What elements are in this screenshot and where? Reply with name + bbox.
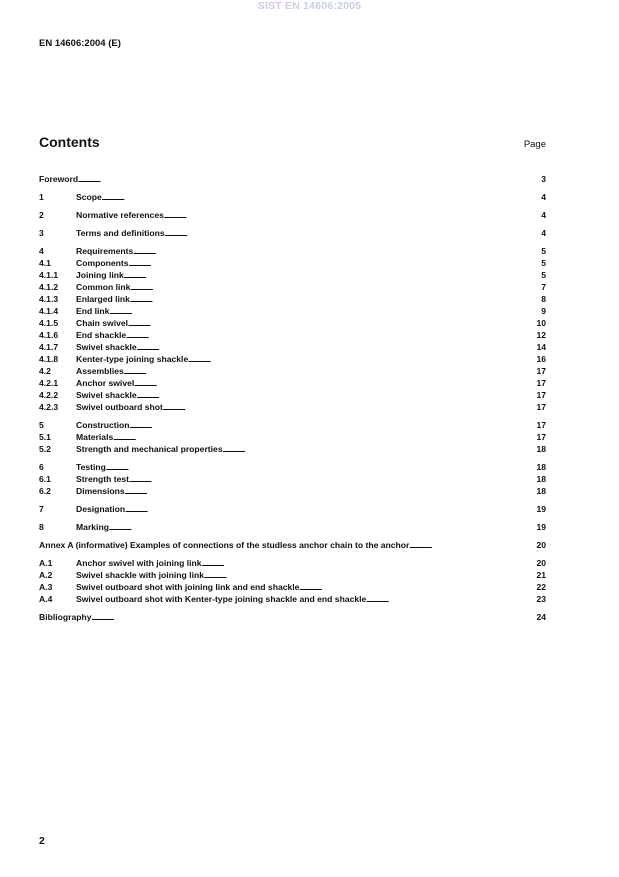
toc-entry-title: Chain swivel bbox=[76, 318, 129, 328]
toc-entry-number: 4.2 bbox=[39, 366, 51, 376]
toc-entry-title: Anchor swivel bbox=[76, 378, 135, 388]
toc-entry-title: End link bbox=[76, 306, 110, 316]
toc-entry-page: 24 bbox=[536, 612, 546, 622]
toc-entry-title: Swivel outboard shot with Kenter-type joining shackle and end shackle bbox=[76, 594, 367, 604]
toc-entry-number: 4 bbox=[39, 246, 44, 256]
toc-entry[interactable] bbox=[39, 173, 546, 185]
toc-entry-number: 4.1.7 bbox=[39, 342, 59, 352]
toc-entry-number: 4.2.2 bbox=[39, 390, 59, 400]
toc-entry[interactable] bbox=[39, 581, 546, 593]
toc-entry-title: Swivel shackle bbox=[76, 342, 137, 352]
toc-entry-page: 16 bbox=[536, 354, 546, 364]
toc-entry-title: Strength test bbox=[76, 474, 129, 484]
toc-entry-page: 23 bbox=[536, 594, 546, 604]
toc-entry-number: 5.1 bbox=[39, 432, 51, 442]
toc-entry-page: 17 bbox=[536, 378, 546, 388]
toc-entry-number: 8 bbox=[39, 522, 44, 532]
toc-entry[interactable] bbox=[39, 611, 546, 623]
toc-dot-leader bbox=[164, 209, 541, 223]
toc-entry-number: 4.1.8 bbox=[39, 354, 59, 364]
toc-entry-page: 17 bbox=[536, 366, 546, 376]
toc-entry[interactable] bbox=[39, 377, 546, 389]
toc-entry[interactable] bbox=[39, 341, 546, 353]
toc-dot-leader bbox=[165, 227, 542, 241]
toc-entry-title: Marking bbox=[76, 522, 109, 532]
toc-entry-page: 5 bbox=[541, 270, 546, 280]
toc-entry-number: 4.1.5 bbox=[39, 318, 59, 328]
toc-entry[interactable] bbox=[39, 473, 546, 485]
toc-entry-page: 8 bbox=[541, 294, 546, 304]
toc-entry-page: 19 bbox=[536, 522, 546, 532]
toc-entry-number: 5 bbox=[39, 420, 44, 430]
toc-entry[interactable] bbox=[39, 419, 546, 431]
toc-entry-title: Construction bbox=[76, 420, 130, 430]
toc-entry[interactable] bbox=[39, 269, 546, 281]
toc-entry[interactable] bbox=[39, 539, 546, 551]
toc-dot-leader bbox=[102, 191, 541, 205]
toc-entry-page: 4 bbox=[541, 210, 546, 220]
toc-entry[interactable] bbox=[39, 329, 546, 341]
toc-entry-title: Assemblies bbox=[76, 366, 124, 376]
toc-dot-leader bbox=[78, 173, 541, 187]
toc-entry-number: 3 bbox=[39, 228, 44, 238]
toc-entry-number: A.4 bbox=[39, 594, 53, 604]
toc-entry-title: Bibliography bbox=[39, 612, 92, 622]
toc-entry[interactable] bbox=[39, 401, 546, 413]
toc-entry-page: 4 bbox=[541, 228, 546, 238]
toc-entry-title: Annex A (informative) Examples of connections of the studless anchor chain to the anchor bbox=[39, 540, 410, 550]
toc-entry[interactable] bbox=[39, 281, 546, 293]
toc-entry-title: Swivel outboard shot bbox=[76, 402, 163, 412]
toc-entry[interactable] bbox=[39, 461, 546, 473]
toc-entry-number: 4.1.4 bbox=[39, 306, 59, 316]
toc-entry-page: 18 bbox=[536, 444, 546, 454]
toc-entry-title: Common link bbox=[76, 282, 131, 292]
toc-entry-title: Dimensions bbox=[76, 486, 125, 496]
toc-entry[interactable] bbox=[39, 305, 546, 317]
toc-entry-page: 3 bbox=[541, 174, 546, 184]
toc-entry-number: A.2 bbox=[39, 570, 53, 580]
toc-entry[interactable] bbox=[39, 485, 546, 497]
toc-entry[interactable] bbox=[39, 209, 546, 221]
toc-entry-number: 4.1.1 bbox=[39, 270, 59, 280]
toc-entry-number: 5.2 bbox=[39, 444, 51, 454]
toc-entry[interactable] bbox=[39, 245, 546, 257]
toc-entry-page: 19 bbox=[536, 504, 546, 514]
toc-entry-page: 17 bbox=[536, 432, 546, 442]
toc-entry-title: Enlarged link bbox=[76, 294, 130, 304]
toc-entry-page: 18 bbox=[536, 486, 546, 496]
toc-entry-number: 4.1.6 bbox=[39, 330, 59, 340]
toc-entry[interactable] bbox=[39, 317, 546, 329]
page-column-label: Page bbox=[523, 139, 546, 150]
toc-entry-title: Swivel outboard shot with joining link and end shackle bbox=[76, 582, 300, 592]
toc-entry-number: 6 bbox=[39, 462, 44, 472]
toc-entry-page: 20 bbox=[536, 540, 546, 550]
toc-entry-page: 17 bbox=[536, 420, 546, 430]
toc-entry-page: 4 bbox=[541, 192, 546, 202]
toc-entry-page: 17 bbox=[536, 390, 546, 400]
toc-dot-leader bbox=[109, 521, 536, 535]
toc-entry-title: Anchor swivel with joining link bbox=[76, 558, 202, 568]
toc-entry-number: 6.2 bbox=[39, 486, 51, 496]
toc-entry[interactable] bbox=[39, 227, 546, 239]
toc-entry[interactable] bbox=[39, 257, 546, 269]
watermark-text: SIST EN 14606:2005 bbox=[257, 0, 362, 12]
toc-entry[interactable] bbox=[39, 593, 546, 605]
toc-entry-number: 4.1.2 bbox=[39, 282, 59, 292]
toc-dot-leader bbox=[223, 443, 537, 457]
toc-entry-page: 5 bbox=[541, 258, 546, 268]
toc-entry-page: 18 bbox=[536, 462, 546, 472]
toc-entry-number: A.3 bbox=[39, 582, 53, 592]
toc-dot-leader bbox=[125, 485, 537, 499]
toc-dot-leader bbox=[409, 539, 536, 553]
toc-entry-page: 14 bbox=[536, 342, 546, 352]
document-id: EN 14606:2004 (E) bbox=[39, 38, 121, 49]
toc-entry-page: 12 bbox=[536, 330, 546, 340]
toc-entry-page: 10 bbox=[536, 318, 546, 328]
toc-entry-title: Swivel shackle bbox=[76, 390, 137, 400]
toc-entry-title: Swivel shackle with joining link bbox=[76, 570, 204, 580]
toc-entry-number: 6.1 bbox=[39, 474, 51, 484]
toc-entry[interactable] bbox=[39, 443, 546, 455]
toc-dot-leader bbox=[163, 401, 537, 415]
toc-entry-title: Foreword bbox=[39, 174, 79, 184]
toc-entry-title: Strength and mechanical properties bbox=[76, 444, 223, 454]
toc-entry[interactable] bbox=[39, 293, 546, 305]
toc-entry-title: Kenter-type joining shackle bbox=[76, 354, 189, 364]
toc-entry[interactable] bbox=[39, 389, 546, 401]
toc-entry-page: 5 bbox=[541, 246, 546, 256]
toc-entry-page: 9 bbox=[541, 306, 546, 316]
toc-entry[interactable] bbox=[39, 431, 546, 443]
toc-entry-page: 18 bbox=[536, 474, 546, 484]
toc-entry-title: Materials bbox=[76, 432, 114, 442]
toc-entry[interactable] bbox=[39, 365, 546, 377]
contents-title: Contents bbox=[39, 134, 100, 150]
toc-entry[interactable] bbox=[39, 521, 546, 533]
toc-dot-leader bbox=[92, 611, 537, 625]
toc-entry-number: A.1 bbox=[39, 558, 53, 568]
toc-entry-title: Components bbox=[76, 258, 129, 268]
toc-entry-number: 7 bbox=[39, 504, 44, 514]
toc-entry-number: 1 bbox=[39, 192, 44, 202]
toc-entry-title: Terms and definitions bbox=[76, 228, 165, 238]
toc-entry[interactable] bbox=[39, 569, 546, 581]
toc-entry-page: 7 bbox=[541, 282, 546, 292]
toc-entry-title: Designation bbox=[76, 504, 126, 514]
toc-entry-number: 2 bbox=[39, 210, 44, 220]
toc-entry-title: Requirements bbox=[76, 246, 134, 256]
toc-entry-page: 20 bbox=[536, 558, 546, 568]
toc-entry[interactable] bbox=[39, 191, 546, 203]
toc-entry-page: 22 bbox=[536, 582, 546, 592]
toc-entry-title: Scope bbox=[76, 192, 102, 202]
toc-entry-title: Joining link bbox=[76, 270, 124, 280]
toc-entry-number: 4.2.3 bbox=[39, 402, 59, 412]
toc-entry-page: 17 bbox=[536, 402, 546, 412]
toc-entry-number: 4.2.1 bbox=[39, 378, 59, 388]
toc-entry[interactable] bbox=[39, 353, 546, 365]
toc-entry[interactable] bbox=[39, 503, 546, 515]
table-of-contents bbox=[39, 173, 546, 623]
toc-dot-leader bbox=[125, 503, 536, 517]
toc-entry-page: 21 bbox=[536, 570, 546, 580]
toc-entry-title: End shackle bbox=[76, 330, 127, 340]
toc-entry-title: Testing bbox=[76, 462, 106, 472]
toc-entry-number: 4.1.3 bbox=[39, 294, 59, 304]
toc-entry-title: Normative references bbox=[76, 210, 164, 220]
toc-entry[interactable] bbox=[39, 557, 546, 569]
toc-entry-number: 4.1 bbox=[39, 258, 51, 268]
page-number: 2 bbox=[39, 835, 45, 847]
toc-dot-leader bbox=[366, 593, 536, 607]
